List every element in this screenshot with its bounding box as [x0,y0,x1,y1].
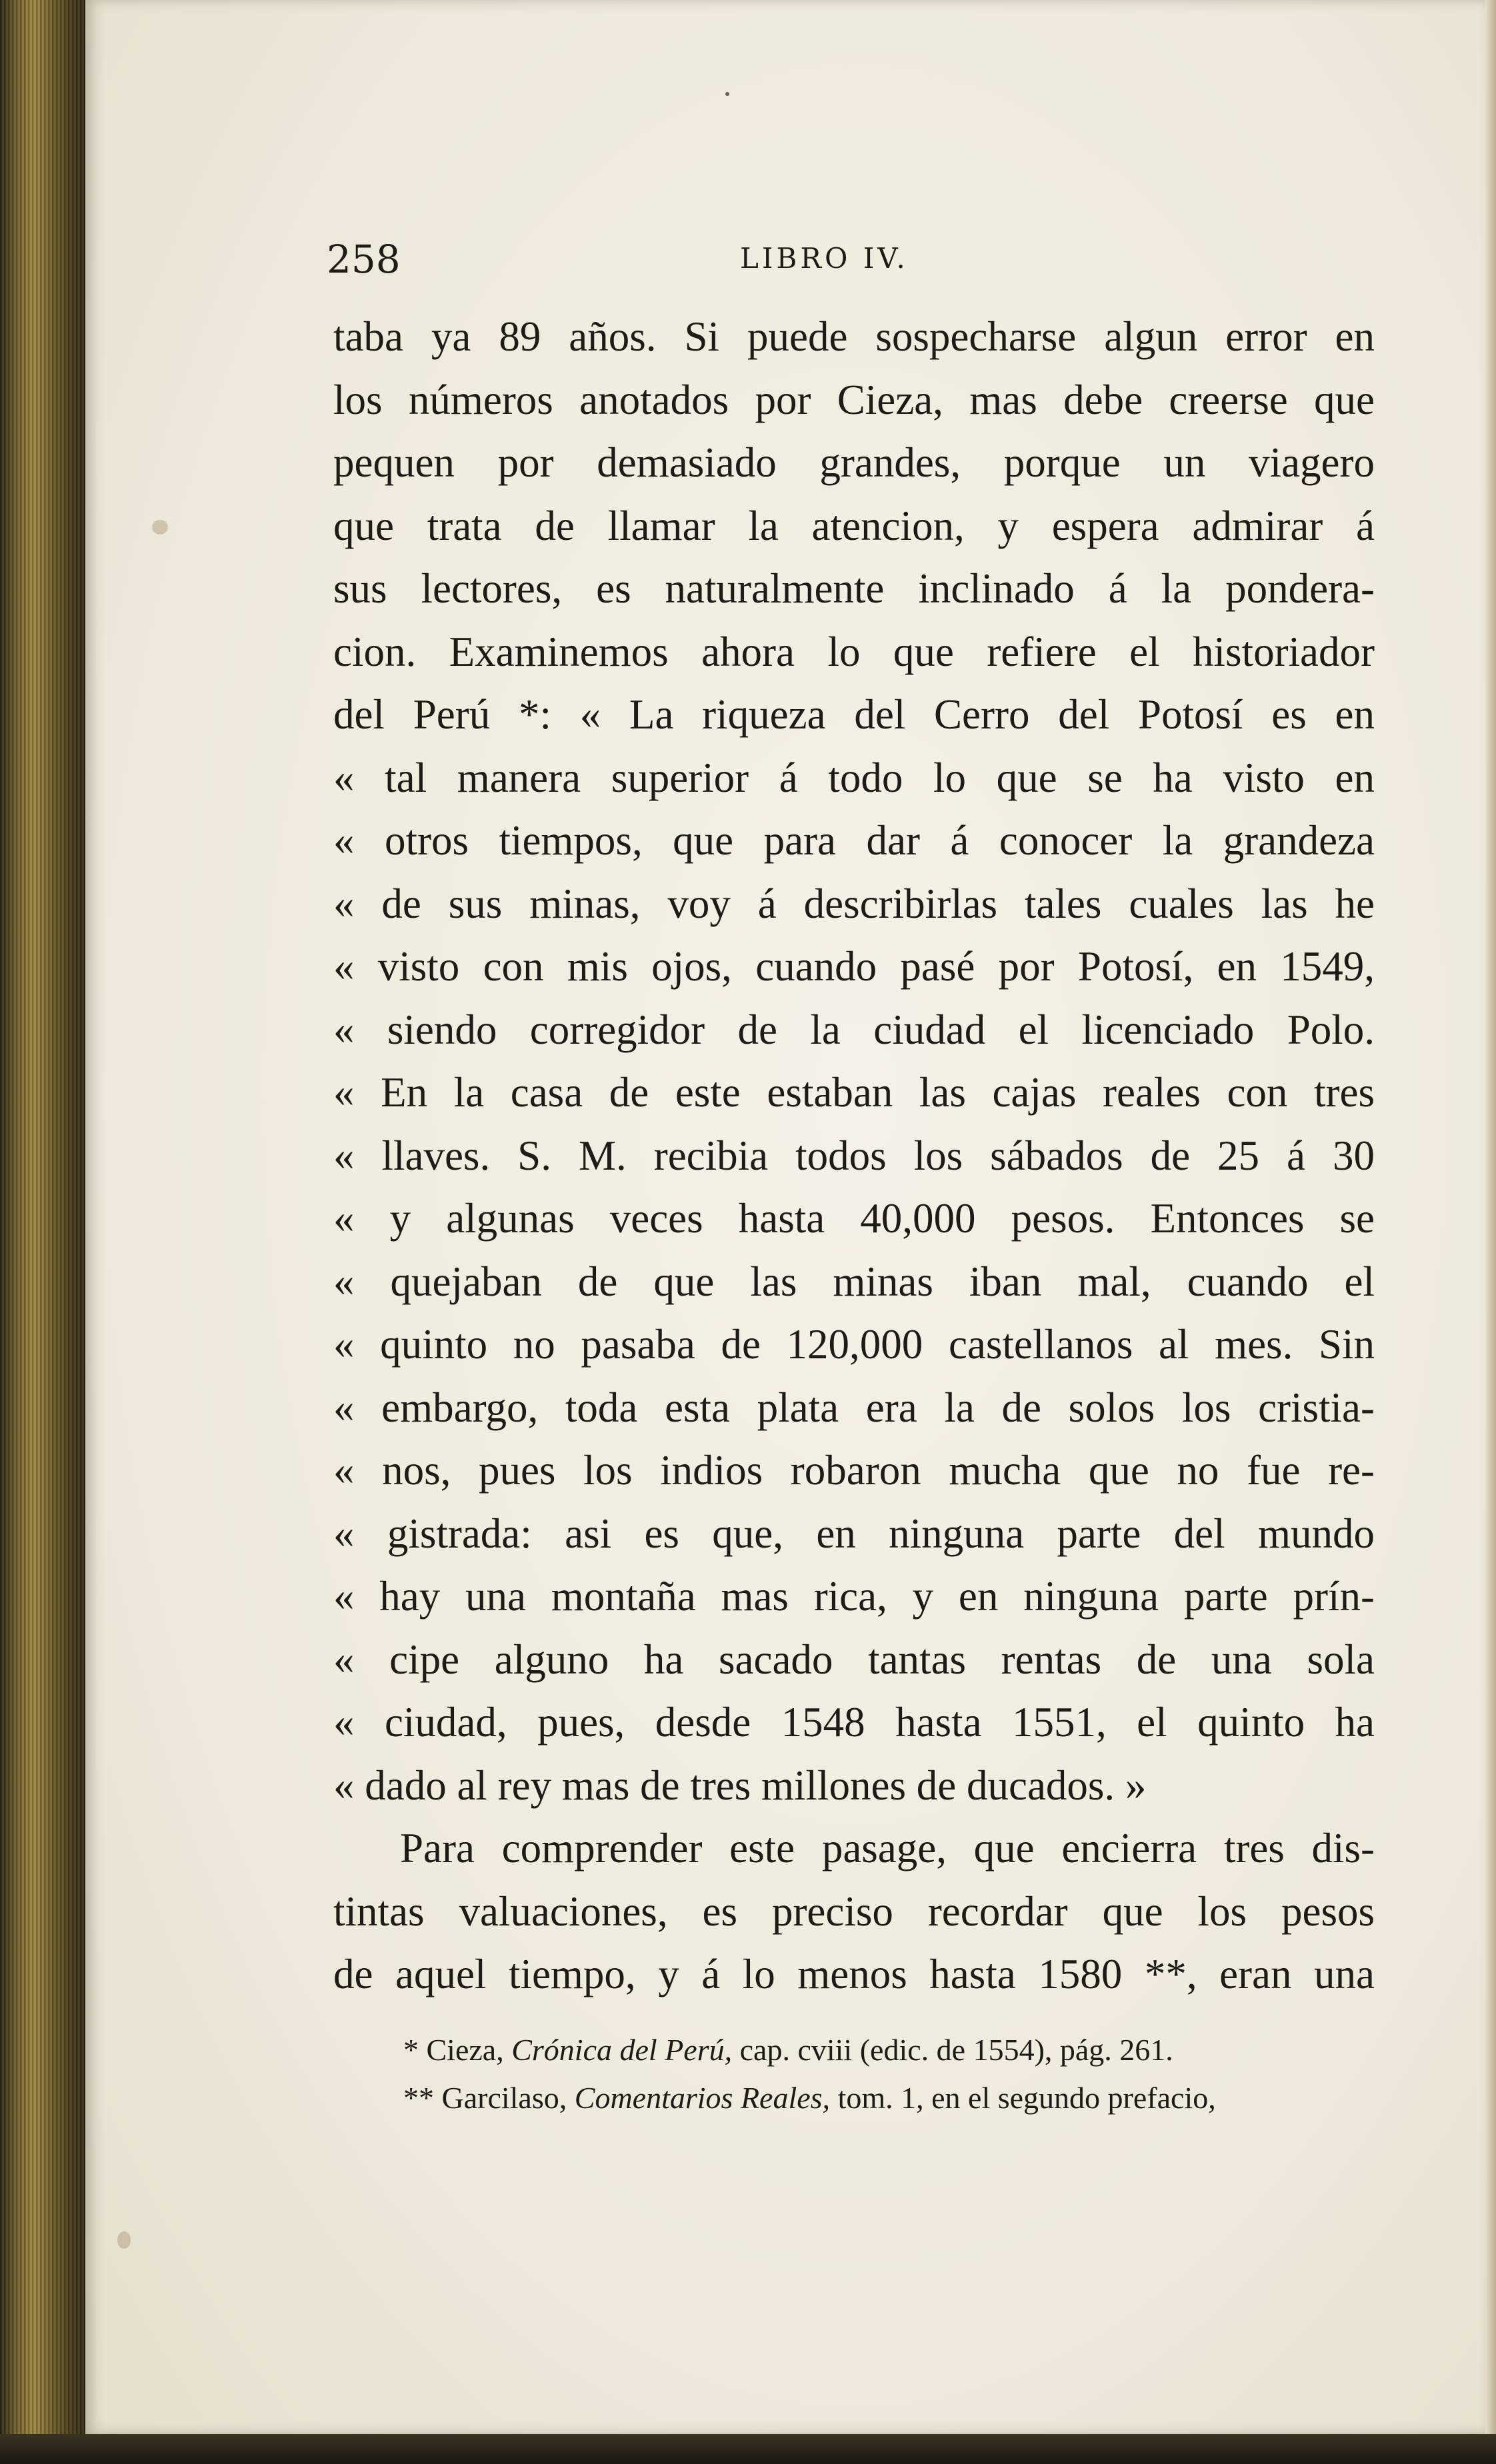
text-line: « quejaban de que las minas iban mal, cuando el [333,1258,1375,1305]
text-line: los números anotados por Cieza, mas debe creerse que [333,376,1375,423]
text-line: pequen por demasiado grandes, porque un viagero [333,439,1375,486]
footnotes [403,2026,1383,2122]
text-line: taba ya 89 años. Si puede sospecharse algun error en [333,313,1375,360]
text-line: que trata de llamar la atencion, y espera admirar á [333,502,1375,549]
text-line: « llaves. S. M. recibia todos los sábados de 25 á 30 [333,1132,1375,1179]
footnote-reference: cap. cviii (edic. de 1554), pág. 261. [732,2033,1173,2067]
text-line: de aquel tiempo, y á lo menos hasta 1580 **, eran una [333,1951,1375,1997]
footnote [403,2074,1383,2122]
text-line: sus lectores, es naturalmente inclinado á la pondera- [333,565,1375,612]
text-line: « tal manera superior á todo lo que se ha visto en [333,754,1375,801]
text-line: « dado al rey mas de tres millones de ducados. » [333,1762,1147,1809]
text-line: « ciudad, pues, desde 1548 hasta 1551, el quinto ha [333,1699,1375,1746]
page-number: 258 [327,237,401,282]
footnote-work-title: Comentarios Reales, [574,2081,831,2115]
running-head [327,237,1367,290]
text-line: « visto con mis ojos, cuando pasé por Potosí, en 1549, [333,943,1375,990]
body-text [333,305,1375,2006]
footnote-marker: * [403,2033,427,2067]
text-line: « y algunas veces hasta 40,000 pesos. Entonces se [333,1195,1375,1242]
text-line: « embargo, toda esta plata era la de solos los cristia- [333,1384,1375,1431]
footnote-author: Cieza, [426,2033,512,2067]
text-line: « siendo corregidor de la ciudad el licenciado Polo. [333,1006,1375,1053]
text-line: « nos, pues los indios robaron mucha que no fue re- [333,1447,1375,1494]
paper-stain [117,2231,131,2249]
text-line: « quinto no pasaba de 120,000 castellanos al mes. Sin [333,1321,1375,1368]
paper-stain [152,520,168,535]
text-line: « otros tiempos, que para dar á conocer la grandeza [333,817,1375,864]
footnote-work-title: Crónica del Perú, [511,2033,733,2067]
gilt-page-edges [0,0,85,2464]
ink-speck [725,92,729,96]
text-line: tintas valuaciones, es preciso recordar que los pesos [333,1887,1375,1935]
footnote-author: Garcilaso, [441,2081,575,2115]
text-line: cion. Examinemos ahora lo que refiere el historiador [333,628,1375,675]
text-line: « de sus minas, voy á describirlas tales cuales las he [333,880,1375,927]
text-line: « En la casa de este estaban las cajas reales con tres [333,1069,1375,1116]
footnote-reference: tom. 1, en el segundo prefacio, [830,2081,1216,2115]
text-line: « gistrada: asi es que, en ninguna parte del mundo [333,1510,1375,1557]
text-line: del Perú *: « La riqueza del Cerro del Potosí es en [333,691,1375,738]
footnote [403,2026,1383,2074]
text-line: « cipe alguno ha sacado tantas rentas de una sola [333,1636,1375,1683]
text-line: Para comprender este pasage, que encierra tres dis- [400,1825,1375,1871]
page-right-edge [1485,0,1496,2434]
text-line: « hay una montaña mas rica, y en ninguna parte prín- [333,1573,1375,1620]
running-title: LIBRO IV. [740,242,909,275]
page-bottom-shadow [0,2434,1496,2464]
footnote-marker: ** [403,2081,442,2115]
